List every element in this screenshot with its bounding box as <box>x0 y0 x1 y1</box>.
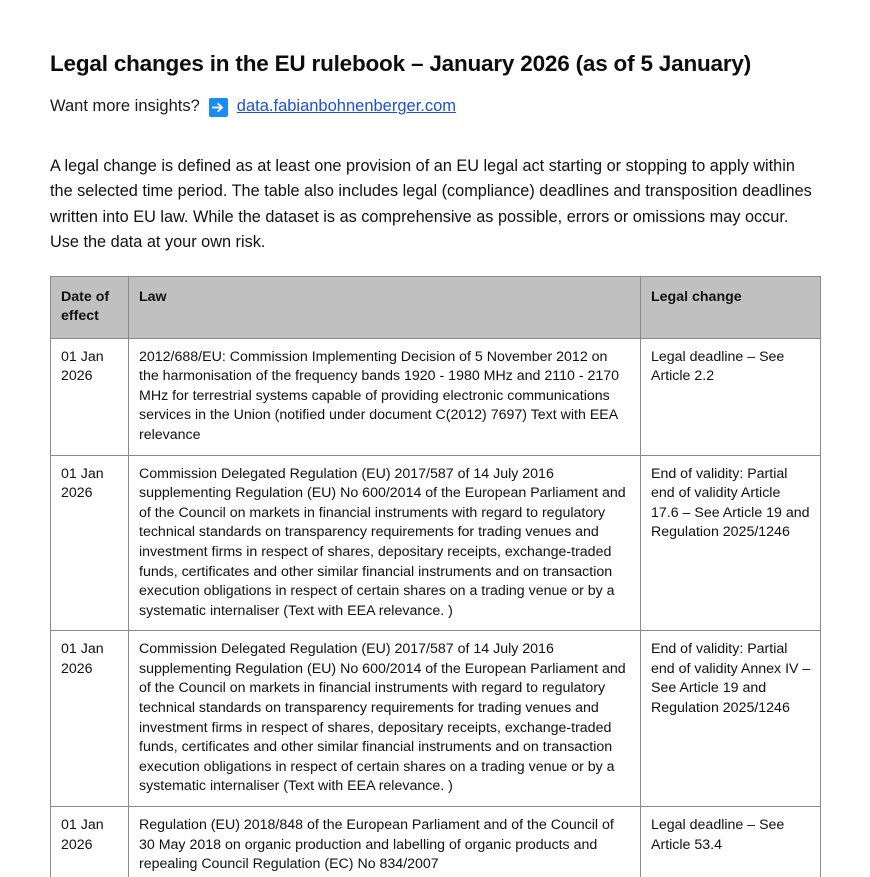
cell-law: Commission Delegated Regulation (EU) 2017/587 of 14 July 2016 supplementing Regulation (EU) No 600/2014 of the European Parliament and of the Council on markets in financial instruments with regard to regulatory technical standards on transparency requirements for trading venues and investment firms in respect of shares, depositary receipts, exchange-traded funds, certificates and other similar financial instruments and on transaction execution obligations in respect of certain shares on a trading venue or by a systematic internaliser (Text with EEA relevance. ) <box>129 631 641 807</box>
cell-date-of-effect: 01 Jan 2026 <box>51 455 129 631</box>
intro-paragraph: A legal change is defined as at least one provision of an EU legal act starting or stopping to apply within the selected time period. The table also includes legal (compliance) deadlines and transposition deadlines written into EU law. While the dataset is as comprehensive as possible, errors or omissions may occur. Use the data at your own risk. <box>50 156 812 252</box>
column-header-law: Law <box>129 276 641 338</box>
arrow-right-icon <box>209 98 228 117</box>
cell-law: 2012/688/EU: Commission Implementing Decision of 5 November 2012 on the harmonisation of the frequency bands 1920 - 1980 MHz and 2110 - 2170 MHz for terrestrial systems capable of providing electronic communications services in the Union (notified under document C(2012) 7697) Text with EEA relevance <box>129 338 641 455</box>
legal-changes-table <box>50 276 821 877</box>
insights-link[interactable]: data.fabianbohnenberger.com <box>236 97 457 116</box>
cell-date-of-effect: 01 Jan 2026 <box>51 807 129 877</box>
insights-prompt-label: Want more insights? <box>50 97 200 116</box>
table-row <box>51 455 821 631</box>
cell-law: Regulation (EU) 2018/848 of the European Parliament and of the Council of 30 May 2018 on organic production and labelling of organic products and repealing Council Regulation (EC) No 834/2007 <box>129 807 641 877</box>
column-header-legal-change: Legal change <box>641 276 821 338</box>
cell-legal-change: Legal deadline – See Article 2.2 <box>641 338 821 455</box>
cell-legal-change: Legal deadline – See Article 53.4 <box>641 807 821 877</box>
page-title: Legal changes in the EU rulebook – January 2026 (as of 5 January) <box>50 51 752 76</box>
cell-legal-change: End of validity: Partial end of validity Article 17.6 – See Article 19 and Regulation 2025/1246 <box>641 455 821 631</box>
cell-legal-change: End of validity: Partial end of validity Annex IV – See Article 19 and Regulation 2025/1246 <box>641 631 821 807</box>
table-header-row <box>51 276 821 338</box>
cell-date-of-effect: 01 Jan 2026 <box>51 631 129 807</box>
table-body <box>51 338 821 877</box>
table-header <box>51 276 821 338</box>
cell-date-of-effect: 01 Jan 2026 <box>51 338 129 455</box>
insights-line <box>50 96 820 117</box>
table-row <box>51 631 821 807</box>
column-header-date-of-effect: Date of effect <box>51 276 129 338</box>
table-row <box>51 807 821 877</box>
table-row <box>51 338 821 455</box>
cell-law: Commission Delegated Regulation (EU) 2017/587 of 14 July 2016 supplementing Regulation (EU) No 600/2014 of the European Parliament and of the Council on markets in financial instruments with regard to regulatory technical standards on transparency requirements for trading venues and investment firms in respect of shares, depositary receipts, exchange-traded funds, certificates and other similar financial instruments and on transaction execution obligations in respect of certain shares on a trading venue or by a systematic internaliser (Text with EEA relevance. ) <box>129 455 641 631</box>
